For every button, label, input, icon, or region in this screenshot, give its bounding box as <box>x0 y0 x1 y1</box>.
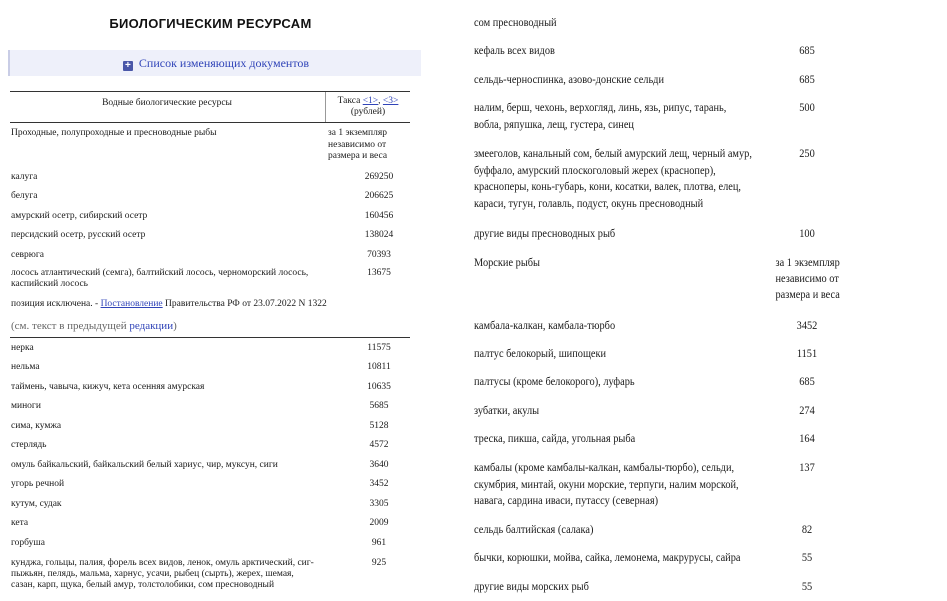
row-name: кутум, судак <box>11 499 62 509</box>
rate-header-text: Такса <box>337 96 363 106</box>
row-value: 206625 <box>364 191 394 201</box>
row-name: змееголов, канальный сом, белый амурский лещ, черный амур, буффало, амурский плоскоголовый жерех (краснопер), красноперы, конь-губарь, кони, косатки, валек, плотва, елец, караси, тугун, голавль, подуст, окунь пресноводный <box>474 148 752 210</box>
row-name: сом пресноводный <box>474 17 557 29</box>
previous-edition-link[interactable]: редакции <box>129 320 174 332</box>
footnote-ref-1[interactable]: <1> <box>362 96 379 106</box>
row-name: сельдь балтийская (салака) <box>474 524 594 536</box>
column-header-resources: Водные биологические ресурсы <box>102 98 232 108</box>
row-name: треска, пикша, сайда, угольная рыба <box>474 433 636 445</box>
row-name: зубатки, акулы <box>474 405 540 417</box>
row-name: нельма <box>11 362 40 372</box>
row-value: 55 <box>801 552 813 564</box>
row-value: 685 <box>799 45 815 57</box>
row-name: нерка <box>11 343 34 353</box>
row-value: за 1 экземпляр независимо от размера и веса <box>328 128 388 161</box>
row-name: омуль байкальский, байкальский белый хариус, чир, муксун, сиги <box>11 460 278 470</box>
previous-edition-note <box>11 320 177 332</box>
row-value: 11575 <box>367 343 391 353</box>
previous-prefix: (см. текст в предыдущей <box>11 320 130 332</box>
row-value: 5685 <box>369 401 389 411</box>
row-value: 3305 <box>369 499 389 509</box>
row-value: 164 <box>799 433 815 445</box>
row-value: 2009 <box>369 518 389 528</box>
previous-suffix: ) <box>173 320 177 332</box>
row-value: 250 <box>799 148 815 160</box>
changes-list-bar[interactable] <box>8 50 421 76</box>
row-value: 3452 <box>369 479 389 489</box>
row-name: камбала-калкан, камбала-тюрбо <box>474 320 616 332</box>
row-name: угорь речной <box>11 479 65 489</box>
row-name: лосось атлантический (семга), балтийский лосось, черноморский лосось, каспийский лосось <box>11 268 309 289</box>
section-rule <box>10 337 410 338</box>
row-value: 685 <box>799 376 815 388</box>
exclusion-prefix: позиция исключена. - <box>11 299 101 309</box>
row-value: 269250 <box>364 172 394 182</box>
row-value: 55 <box>801 581 813 593</box>
row-name: кета <box>11 518 29 528</box>
row-value: 70393 <box>367 250 391 260</box>
row-name: стерлядь <box>11 440 47 450</box>
row-name: кефаль всех видов <box>474 45 555 57</box>
row-name: другие виды морских рыб <box>474 581 589 593</box>
table-top-rule <box>10 91 410 92</box>
row-name: персидский осетр, русский осетр <box>11 230 146 240</box>
row-value: 4572 <box>369 440 389 450</box>
exclusion-note <box>11 299 327 309</box>
row-name: таймень, чавыча, кижуч, кета осенняя амурская <box>11 382 205 392</box>
row-name: палтусы (кроме белокорого), луфарь <box>474 376 635 388</box>
row-value: за 1 экземпляр независимо от размера и веса <box>775 257 840 301</box>
row-value: 685 <box>799 74 815 86</box>
row-name: Морские рыбы <box>474 257 540 269</box>
row-name: Проходные, полупроходные и пресноводные рыбы <box>11 128 217 138</box>
table-header-rule <box>10 122 410 123</box>
row-value: 1151 <box>796 348 818 360</box>
row-value: 160456 <box>364 211 394 221</box>
row-name: сельдь-черноспинка, азово-донские сельди <box>474 74 664 86</box>
row-name: горбуша <box>11 538 45 548</box>
row-value: 138024 <box>364 230 394 240</box>
row-name: миноги <box>11 401 41 411</box>
row-name: сима, кумжа <box>11 421 62 431</box>
row-value: 10811 <box>367 362 391 372</box>
row-value: 961 <box>371 538 387 548</box>
row-name: бычки, корюшки, мойва, сайка, лемонема, макрурусы, сайра <box>474 552 741 564</box>
rate-header-comma: , <box>378 96 383 106</box>
row-value: 82 <box>801 524 813 536</box>
row-value: 925 <box>371 558 387 568</box>
row-name: амурский осетр, сибирский осетр <box>11 211 148 221</box>
row-value: 500 <box>799 102 815 114</box>
resolution-link[interactable]: Постановление <box>100 299 163 309</box>
row-value: 3640 <box>369 460 389 470</box>
row-name: другие виды пресноводных рыб <box>474 228 616 240</box>
row-value: 100 <box>799 228 815 240</box>
column-header-rate <box>326 96 410 118</box>
changes-list-link[interactable]: Список изменяющих документов <box>138 56 310 70</box>
document-title: БИОЛОГИЧЕСКИМ РЕСУРСАМ <box>109 16 312 31</box>
row-name: палтус белокорый, шипощеки <box>474 348 607 360</box>
footnote-ref-3[interactable]: <3> <box>382 96 399 106</box>
row-value: 10635 <box>367 382 391 392</box>
row-name: калуга <box>11 172 38 182</box>
row-name: севрюга <box>11 250 44 260</box>
row-value: 274 <box>799 405 815 417</box>
left-document-page <box>0 0 421 601</box>
exclusion-suffix: Правительства РФ от 23.07.2022 N 1322 <box>162 299 327 309</box>
row-name: кунджа, гольцы, палия, форель всех видов, ленок, омуль арктический, сиг-пыжьян, пелядь, мальма, харнус, усачи, рыбец (сырть), жерех, шемая, сазан, карп, щука, белый амур, толстолобики, сом пресноводный <box>11 558 314 590</box>
rate-header-unit: (рублей) <box>350 107 386 117</box>
expand-plus-icon[interactable]: + <box>123 61 133 71</box>
row-name: белуга <box>11 191 38 201</box>
right-document-page <box>455 0 895 601</box>
row-name: налим, берш, чехонь, верхогляд, линь, язь, рипус, тарань, вобла, ряпушка, лещ, густера, синец <box>474 102 727 131</box>
row-value: 13675 <box>367 268 391 278</box>
row-value: 3452 <box>796 320 818 332</box>
row-value: 5128 <box>369 421 389 431</box>
row-name: камбалы (кроме камбалы-калкан, камбалы-тюрбо), сельди, скумбрия, минтай, окуни морские, терпуги, налим морской, навага, сардина иваси, путассу (северная) <box>474 462 739 507</box>
row-value: 137 <box>799 462 815 474</box>
